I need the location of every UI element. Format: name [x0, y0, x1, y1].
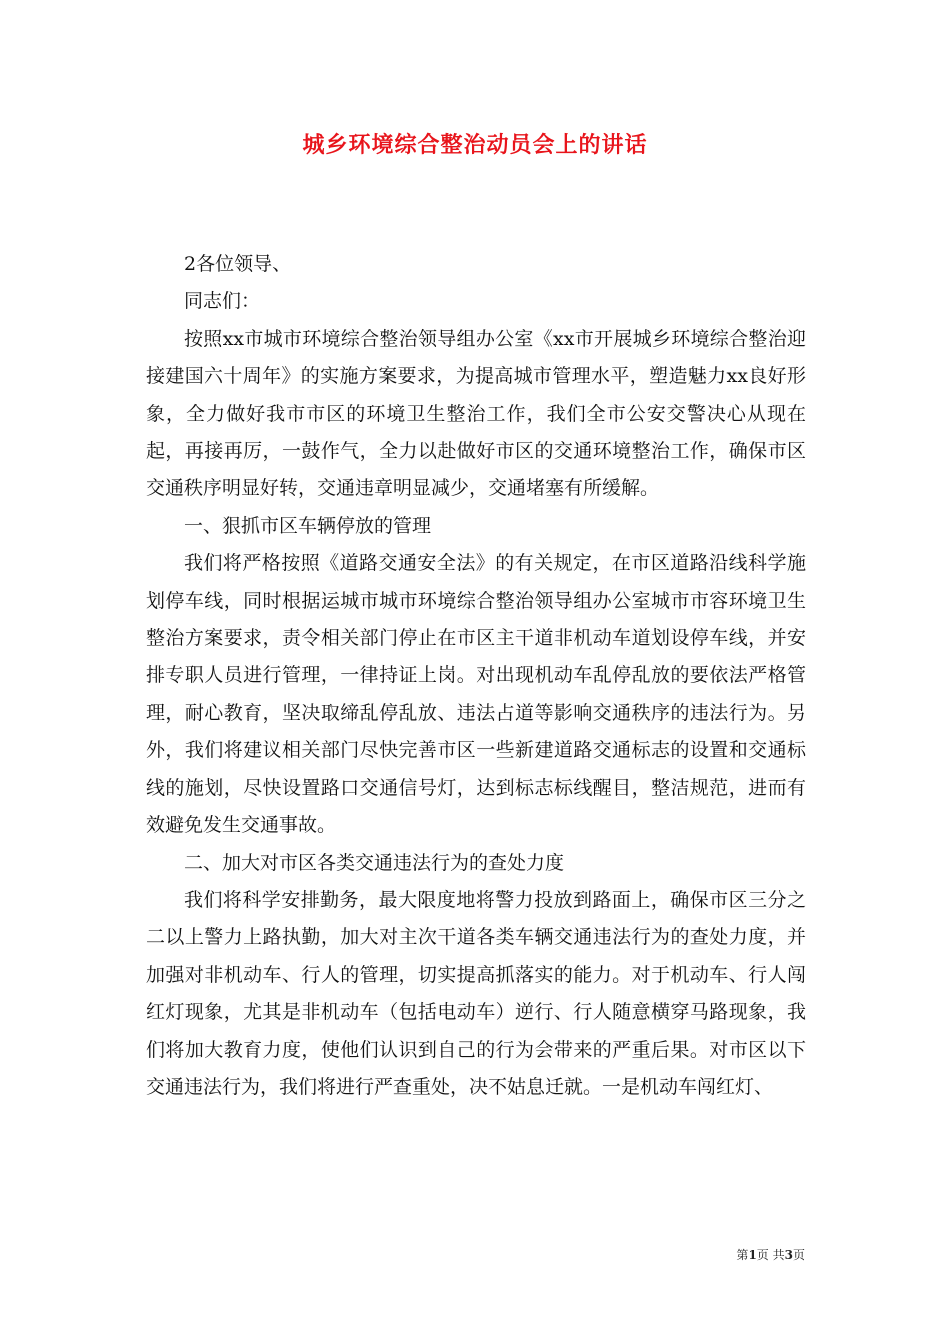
footer-page-number: 1	[748, 1248, 757, 1262]
footer-suffix: 页	[792, 1248, 805, 1262]
document-title: 城乡环境综合整治动员会上的讲话	[302, 132, 648, 158]
footer-middle: 页 共	[756, 1248, 785, 1262]
page-footer	[736, 1246, 805, 1263]
section-heading-2: 二、加大对市区各类交通违法行为的查处力度	[184, 851, 565, 874]
paragraph-section-1: 我们将严格按照《道路交通安全法》的有关规定，在市区道路沿线科学施划停车线，同时根据运城市城市环境综合整治领导组办公室城市市容环境卫生整治方案要求，责令相关部门停止在市区主干道非机动车道划设停车线，并安排专职人员进行管理，一律持证上岗。对出现机动车乱停乱放的要依法严格管理，耐心教育，坚决取缔乱停乱放、违法占道等影响交通秩序的违法行为。另外，我们将建议相关部门尽快完善市区一些新建道路交通标志的设置和交通标线的施划，尽快设置路口交通信号灯，达到标志标线醒目，整洁规范，进而有效避免发生交通事故。	[146, 552, 806, 837]
paragraph-section-2: 我们将科学安排勤务，最大限度地将警力投放到路面上，确保市区三分之二以上警力上路执勤，加大对主次干道各类车辆交通违法行为的查处力度，并加强对非机动车、行人的管理，切实提高抓落实的能力。对于机动车、行人闯红灯现象，尤其是非机动车（包括电动车）逆行、行人随意横穿马路现象，我们将加大教育力度，使他们认识到自己的行为会带来的严重后果。对市区以下交通违法行为，我们将进行严查重处，决不姑息迁就。一是机动车闯红灯、	[146, 888, 806, 1098]
section-heading-1: 一、狠抓市区车辆停放的管理	[184, 514, 432, 537]
salutation-line-2: 同志们：	[184, 290, 261, 313]
footer-total-pages: 3	[784, 1248, 793, 1262]
document-body	[146, 246, 806, 1106]
salutation-line-1: 2各位领导、	[184, 253, 292, 275]
paragraph-intro: 按照xx市城市环境综合整治领导组办公室《xx市开展城乡环境综合整治迎接建国六十周年》的实施方案要求，为提高城市管理水平，塑造魅力xx良好形象，全力做好我市市区的环境卫生整治工作，我们全市公安交警决心从现在起，再接再厉，一鼓作气，全力以赴做好市区的交通环境整治工作，确保市区交通秩序明显好转，交通违章明显减少，交通堵塞有所缓解。	[146, 327, 806, 500]
footer-prefix: 第	[736, 1248, 749, 1262]
